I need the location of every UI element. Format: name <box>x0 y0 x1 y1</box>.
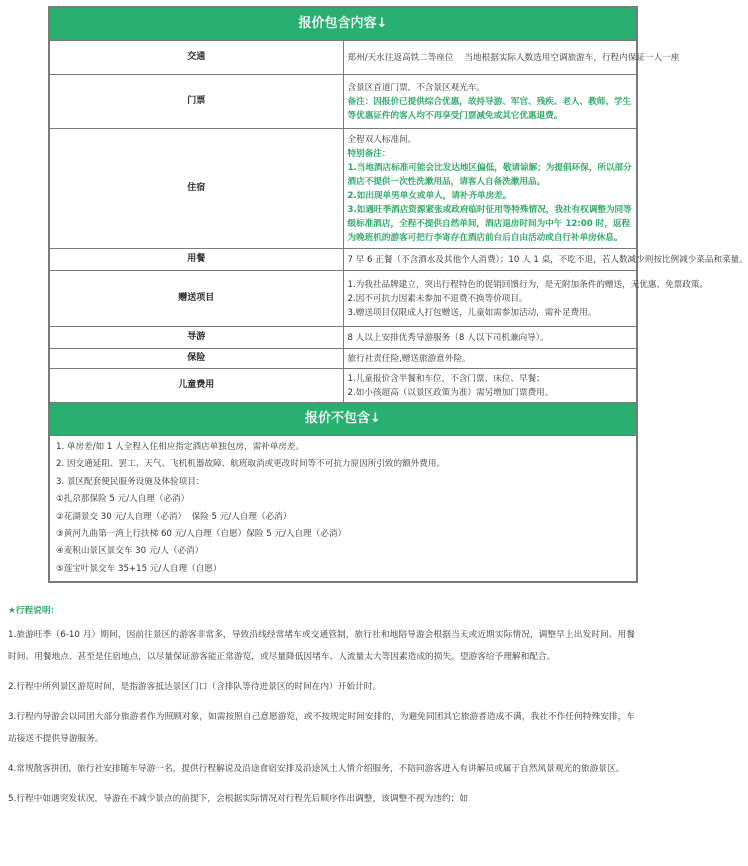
row-label-transport: 交通 <box>50 41 344 75</box>
note-4: 4.常规散客拼团，旅行社安排随车导游一名，提供行程解说及沿途食宿安排及沿途风土人情介绍服务，不陪同游客进入有讲解员或属于自然风景观光的旅游景区。 <box>8 764 625 774</box>
row-tickets <box>50 75 637 129</box>
excluded-line-2: 2. 因交通延阻、罢工、天气、飞机机器故障、航班取消或更改时间等不可抗力原因所引致的额外费用。 <box>56 459 446 470</box>
row-label-meals: 用餐 <box>50 249 344 271</box>
excluded-line-4: ①扎尕那保险 5 元/人自理（必消） <box>56 494 190 505</box>
row-content-transport <box>343 41 680 75</box>
hotel-remark-3: 3.如遇旺季酒店资源紧张或政府临时征用等特殊情况，我社有权调整为同等级标准酒店，全程不提供自然单间，酒店退房时间为中午 12:00 时，返程为晚班机的游客可把行李寄存在酒店前台后自由活动或自行补单房休息。 <box>347 204 632 243</box>
row-guide <box>50 327 637 349</box>
hotel-remark-1: 1.当地酒店标准可能会比发达地区偏低，敬请谅解；为提倡环保，所以部分酒店不提供一次性洗漱用品，请客人自备洗漱用品。 <box>347 162 632 187</box>
row-content-guide <box>343 327 637 349</box>
row-label-tickets: 门票 <box>50 75 344 129</box>
hotel-remark-2: 2.如出现单男单女或单人，请补齐单房差。 <box>347 190 512 201</box>
children-line-1: 1.儿童报价含半餐和车位，不含门票、床位、早餐； <box>347 373 545 384</box>
excluded-header-row <box>50 403 637 436</box>
tickets-remark: 备注：因报价已提供综合优惠，故持导游、军官、残疾、老人、教师、学生等优惠证件的客人均不再享受门票减免或其它优惠退费。 <box>347 96 632 121</box>
excluded-line-5: ②花湖景交 30 元/人自理（必消） 保险 5 元/人自理（必消） <box>56 511 292 522</box>
included-table <box>49 7 748 582</box>
gifts-line-1: 1.为我社品牌建立，突出行程特色的促销回馈行为，是无附加条件的赠送，无优惠、免票政策。 <box>347 279 709 290</box>
row-content-tickets <box>343 75 637 129</box>
meals-line: 7 早 6 正餐（不含酒水及其他个人消费）；10 人 1 桌，不吃不退，若人数减少则按比例减少菜品和菜量。 <box>347 254 748 265</box>
note-1: 1.旅游旺季（6-10 月）期间，因前往景区的游客非常多，导致沿线经常堵车或交通管制，旅行社和地陪导游会根据当天或近期实际情况，调整早上出发时间、用餐时间、用餐地点、甚至是住宿地点，以尽量保证游客能正常游览，或尽量降低因堵车、人流量太大等因素造成的损失。望游客给予理解和配合。 <box>8 630 635 662</box>
row-content-insurance <box>343 349 637 369</box>
row-label-children: 儿童费用 <box>50 369 344 403</box>
excluded-line-1: 1. 单房差/如 1 人全程入住相应指定酒店单独包房，需补单房差。 <box>56 442 305 452</box>
note-5: 5.行程中如遇突发状况，导游在不减少景点的前提下，会根据实际情况对行程先后顺序作出调整，该调整不视为违约；如 <box>8 794 469 804</box>
note-3: 3.行程内导游会以同团大部分旅游者作为照顾对象，如需按照自己意愿游览，或不按规定时间安排的，为避免同团其它旅游者造成不满，我社不作任何特殊安排，车站接送不提供导游服务。 <box>8 712 635 744</box>
insurance-line: 旅行社责任险,赠送旅游意外险。 <box>347 353 471 364</box>
guide-line: 8 人以上安排优秀导游服务（8 人以下司机兼向导）。 <box>347 332 549 343</box>
excluded-line-7: ④麦积山景区景交车 30 元/人（必消） <box>56 546 204 557</box>
included-header-row <box>50 8 637 41</box>
transport-line: 郑州/天水往返高铁二等座位 当地根据实际人数选用空调旅游车，行程内保证一人一座 <box>347 52 680 63</box>
excluded-content <box>50 436 637 582</box>
row-meals <box>50 249 637 271</box>
notes-title: ★行程说明： <box>8 606 60 616</box>
row-content-meals <box>343 249 748 271</box>
row-label-hotel: 住宿 <box>50 129 344 249</box>
gifts-line-2: 2.因不可抗力因素未参加不退费不换等价项目。 <box>347 293 528 304</box>
gifts-line-3: 3.赠送项目仅限成人打包赠送，儿童如需参加活动，需补足费用。 <box>347 307 597 318</box>
row-label-gifts: 赠送项目 <box>50 271 344 327</box>
excluded-header: 报价不包含↓ <box>50 403 637 436</box>
row-content-hotel <box>343 129 637 249</box>
row-children <box>50 369 637 403</box>
note-2: 2.行程中所列景区游览时间，是指游客抵达景区门口（含排队等待进景区的时间在内）开始计时。 <box>8 682 382 692</box>
itinerary-notes <box>0 604 675 818</box>
included-header: 报价包含内容↓ <box>50 8 637 41</box>
excluded-line-6: ③黄河九曲第一湾上行扶梯 60 元/人自理（自愿）保险 5 元/人自理（必消） <box>56 529 347 540</box>
row-content-gifts <box>343 271 709 327</box>
hotel-line: 全程双人标准间。 <box>347 134 417 145</box>
row-transport <box>50 41 637 75</box>
row-label-guide: 导游 <box>50 327 344 349</box>
excluded-line-8: ⑤莲宝叶景交车 35+15 元/人自理（自愿） <box>56 563 222 574</box>
children-line-2: 2.如小孩超高（以景区政策为准）需另增加门票费用。 <box>347 387 554 398</box>
quote-table-frame <box>48 6 748 583</box>
tickets-line: 含景区首道门票，不含景区观光车。 <box>347 82 486 93</box>
row-hotel <box>50 129 637 249</box>
row-insurance <box>50 349 637 369</box>
excluded-content-row <box>50 436 637 582</box>
row-content-children <box>343 369 637 403</box>
row-label-insurance: 保险 <box>50 349 344 369</box>
row-gifts <box>50 271 637 327</box>
hotel-remark-title: 特别备注： <box>347 148 391 159</box>
excluded-line-3: 3. 景区配套便民服务设施及体验项目： <box>56 476 205 487</box>
